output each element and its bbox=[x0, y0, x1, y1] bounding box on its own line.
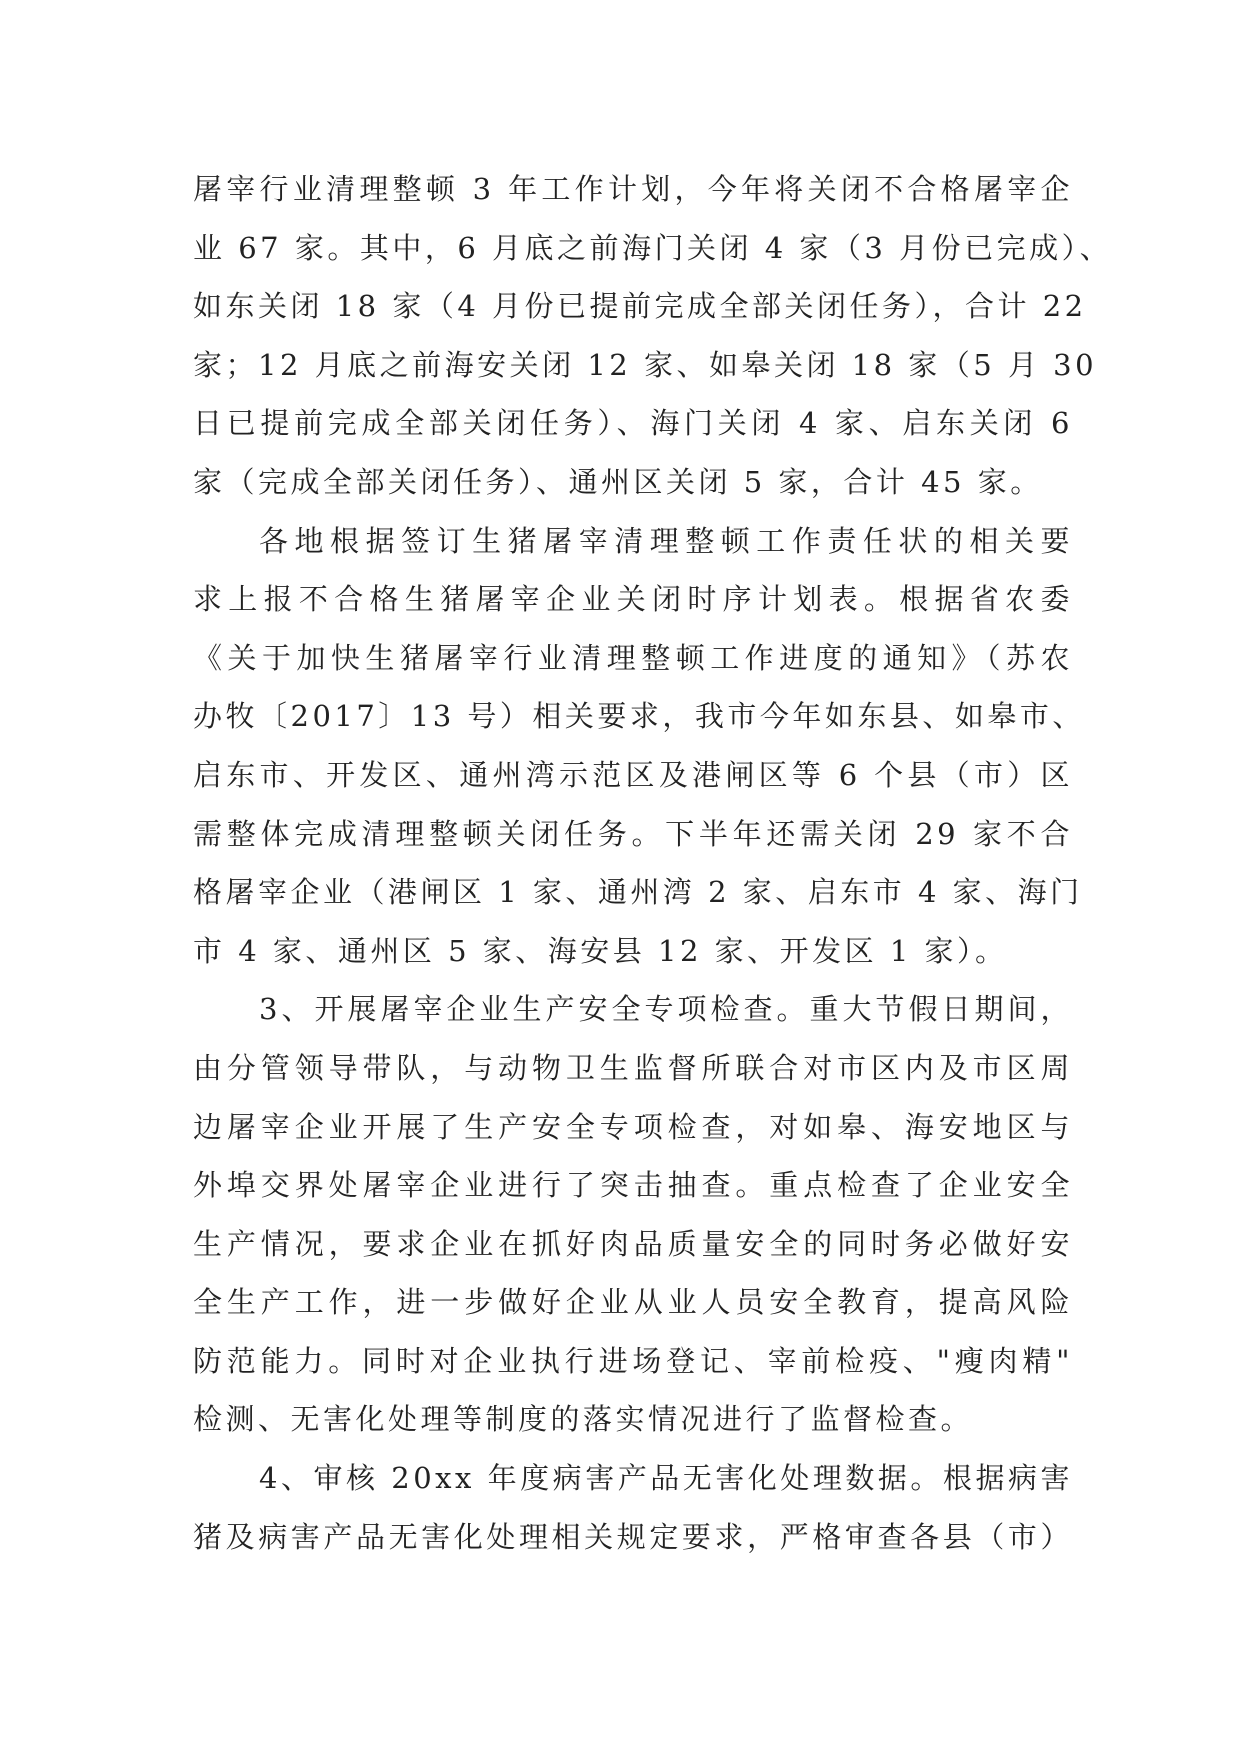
paragraph-line: 由分管领导带队，与动物卫生监督所联合对市区内及市区周 bbox=[193, 1050, 1073, 1085]
paragraph-line: 办牧〔2017〕13 号）相关要求，我市今年如东县、如皋市、 bbox=[193, 699, 1085, 734]
paragraph-line: 家；12 月底之前海安关闭 12 家、如皋关闭 18 家（5 月 30 bbox=[193, 347, 1098, 382]
paragraph-line: 检测、无害化处理等制度的落实情况进行了监督检查。 bbox=[193, 1402, 974, 1437]
paragraph-line: 生产情况，要求企业在抓好肉品质量安全的同时务必做好安 bbox=[193, 1226, 1073, 1261]
paragraph-line: 启东市、开发区、通州湾示范区及港闸区等 6 个县（市）区 bbox=[193, 757, 1073, 792]
paragraph-line: 边屠宰企业开展了生产安全专项检查，对如皋、海安地区与 bbox=[193, 1109, 1073, 1144]
paragraph-line: 屠宰行业清理整顿 3 年工作计划，今年将关闭不合格屠宰企 bbox=[193, 172, 1073, 206]
paragraph-line: 各地根据签订生猪屠宰清理整顿工作责任状的相关要 bbox=[259, 523, 1073, 558]
document-body bbox=[193, 160, 1113, 1566]
paragraph-line: 需整体完成清理整顿关闭任务。下半年还需关闭 29 家不合 bbox=[193, 816, 1073, 851]
paragraph-line: 猪及病害产品无害化处理相关规定要求，严格审查各县（市） bbox=[193, 1519, 1073, 1554]
paragraph-line: 如东关闭 18 家（4 月份已提前完成全部关闭任务），合计 22 bbox=[193, 289, 1087, 324]
paragraph-line: 3、开展屠宰企业生产安全专项检查。重大节假日期间， bbox=[259, 992, 1073, 1027]
paragraph-line: 市 4 家、通州区 5 家、海安县 12 家、开发区 1 家）。 bbox=[193, 933, 1008, 968]
paragraph-line: 业 67 家。其中，6 月底之前海门关闭 4 家（3 月份已完成）、 bbox=[193, 230, 1113, 265]
paragraph-line: 《关于加快生猪屠宰行业清理整顿工作进度的通知》（苏农 bbox=[193, 640, 1073, 675]
paragraph-line: 日已提前完成全部关闭任务）、海门关闭 4 家、启东关闭 6 bbox=[193, 406, 1073, 441]
paragraph-line: 全生产工作，进一步做好企业从业人员安全教育，提高风险 bbox=[193, 1285, 1073, 1320]
paragraph-line: 防范能力。同时对企业执行进场登记、宰前检疫、"瘦肉精" bbox=[193, 1343, 1073, 1378]
paragraph-line: 家（完成全部关闭任务）、通州区关闭 5 家，合计 45 家。 bbox=[193, 464, 1043, 499]
paragraph-line: 求上报不合格生猪屠宰企业关闭时序计划表。根据省农委 bbox=[193, 582, 1073, 617]
paragraph-line: 外埠交界处屠宰企业进行了突击抽查。重点检查了企业安全 bbox=[193, 1168, 1073, 1203]
paragraph-line: 4、审核 20xx 年度病害产品无害化处理数据。根据病害 bbox=[259, 1461, 1073, 1496]
paragraph-line: 格屠宰企业（港闸区 1 家、通州湾 2 家、启东市 4 家、海门 bbox=[193, 875, 1083, 910]
